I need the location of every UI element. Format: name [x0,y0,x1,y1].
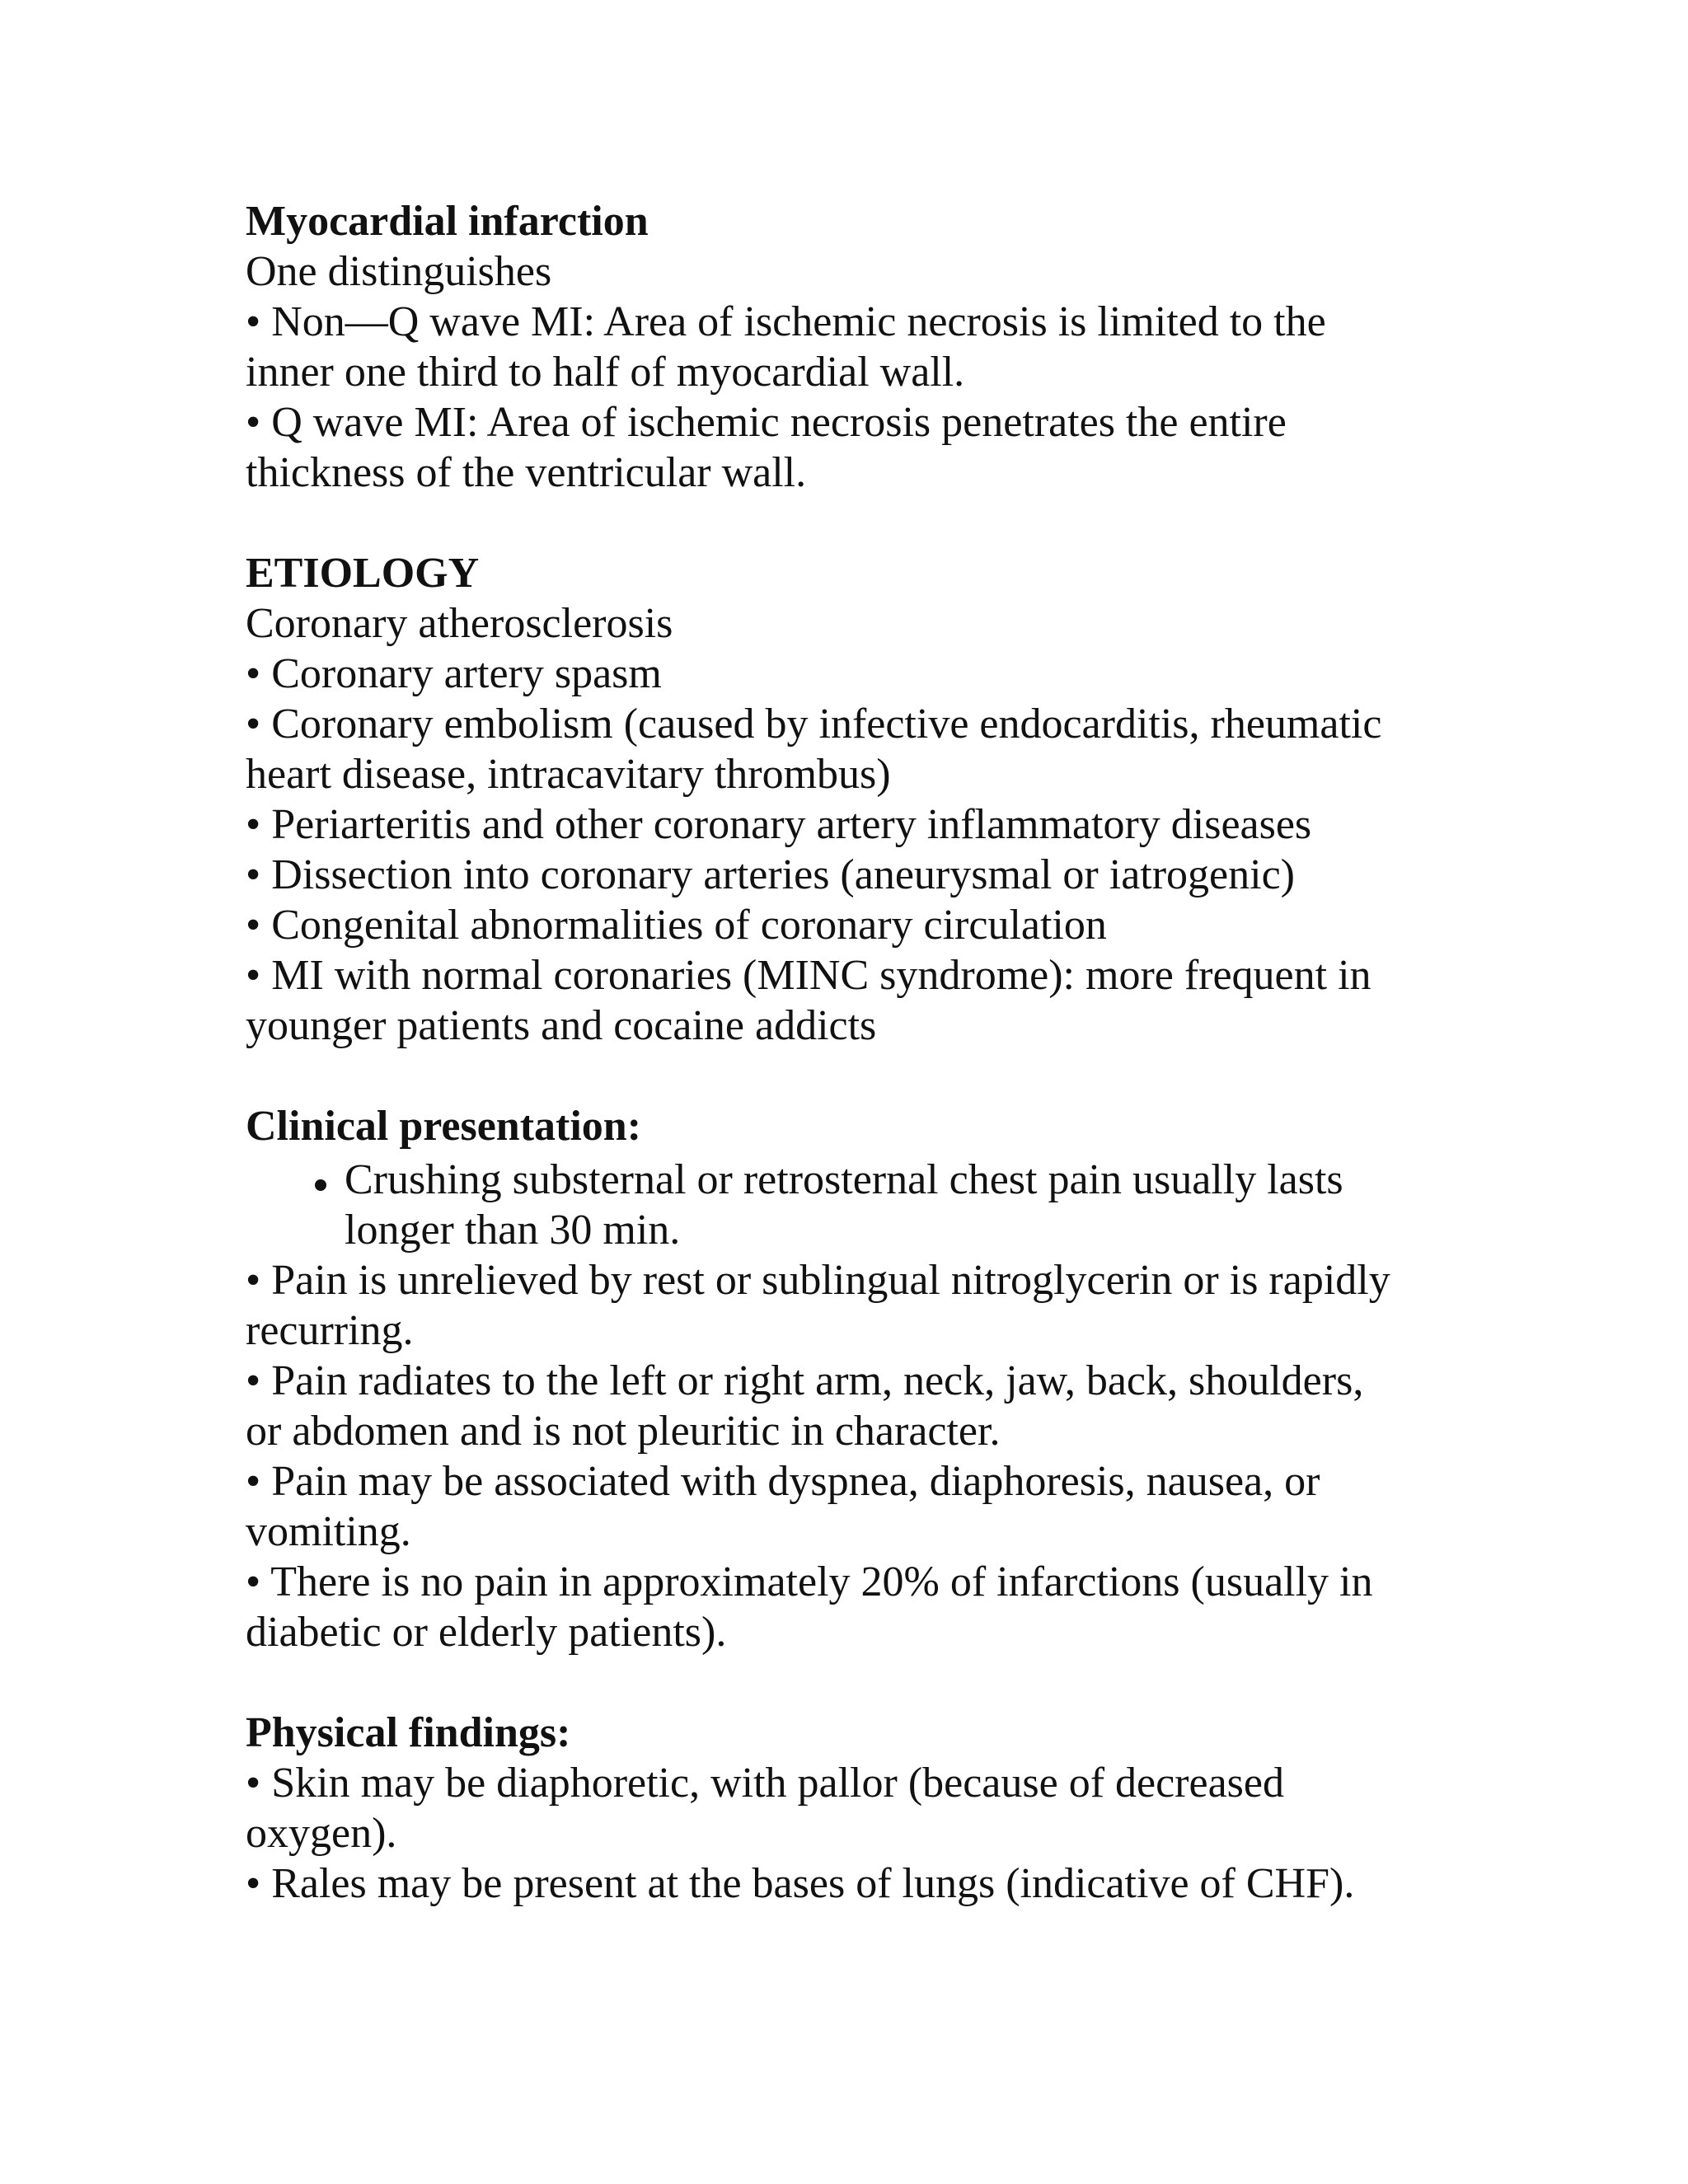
bullet-line: • Pain is unrelieved by rest or sublingual nitroglycerin or is rapidly [246,1257,1390,1304]
section-heading-physical-findings: Physical findings: [246,1709,571,1756]
text-line: inner one third to half of myocardial wall. [246,349,965,396]
text-line: thickness of the ventricular wall. [246,449,807,496]
bullet-line: • MI with normal coronaries (MINC syndrome): more frequent in [246,952,1372,999]
section-heading-clinical-presentation: Clinical presentation: [246,1103,642,1150]
text-line: or abdomen and is not pleuritic in character. [246,1408,1001,1455]
text-line: recurring. [246,1307,414,1354]
text-line: Coronary atherosclerosis [246,600,673,647]
list-item-line: Crushing substernal or retrosternal chest pain usually lasts [345,1156,1343,1203]
list-item-line: longer than 30 min. [345,1207,681,1254]
text-line: vomiting. [246,1508,411,1555]
text-line: younger patients and cocaine addicts [246,1002,877,1049]
section-heading-etiology: ETIOLOGY [246,550,480,597]
text-line: diabetic or elderly patients). [246,1609,727,1656]
bullet-line: • Coronary embolism (caused by infective endocarditis, rheumatic [246,701,1382,748]
bullet-line: • Congenital abnormalities of coronary circulation [246,902,1107,949]
text-line: oxygen). [246,1810,397,1857]
section-heading-myocardial-infarction: Myocardial infarction [246,198,649,245]
bullet-line: • Q wave MI: Area of ischemic necrosis penetrates the entire [246,399,1287,446]
bullet-line: • Dissection into coronary arteries (aneurysmal or iatrogenic) [246,851,1295,898]
bullet-line: • Pain may be associated with dyspnea, diaphoresis, nausea, or [246,1458,1320,1505]
text-line: heart disease, intracavitary thrombus) [246,751,891,798]
bullet-line: • Non—Q wave MI: Area of ischemic necrosis is limited to the [246,298,1326,345]
bullet-line: • Periarteritis and other coronary artery inflammatory diseases [246,801,1312,848]
bullet-line: • There is no pain in approximately 20% of infarctions (usually in [246,1558,1373,1605]
bullet-line: • Skin may be diaphoretic, with pallor (because of decreased [246,1760,1284,1807]
bullet-line: • Coronary artery spasm [246,650,662,697]
text-line: One distinguishes [246,248,552,295]
list-bullet-dot [315,1179,326,1191]
bullet-line: • Rales may be present at the bases of lungs (indicative of CHF). [246,1860,1355,1907]
bullet-line: • Pain radiates to the left or right arm, neck, jaw, back, shoulders, [246,1357,1364,1404]
